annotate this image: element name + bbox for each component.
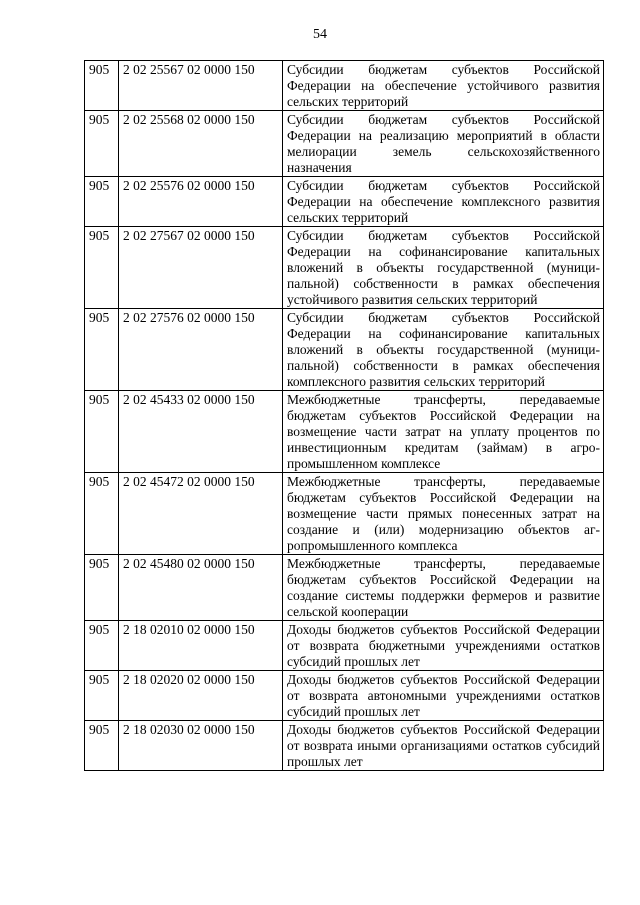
description-cell: Субсидии бюджетам субъектов Российской Федерации на обеспечение комплексного развития сельских территорий [283,177,604,227]
description-cell: Межбюджетные трансферты, передаваемые бюджетам субъектов Российской Федерации на возмещение части прямых понесенных затрат на создание и (или) модернизацию объектов агропромышленного комплекса [283,473,604,555]
budget-code-cell: 2 02 25568 02 0000 150 [119,111,283,177]
admin-code-cell: 905 [85,473,119,555]
budget-code-cell: 2 02 25576 02 0000 150 [119,177,283,227]
budget-code-cell: 2 02 27567 02 0000 150 [119,227,283,309]
budget-codes-table [84,60,604,771]
budget-code-cell: 2 02 45472 02 0000 150 [119,473,283,555]
description-cell: Субсидии бюджетам субъектов Российской Федерации на реализацию мероприятий в области мелиорации земель сельскохозяйственного назначения [283,111,604,177]
table-row [85,671,604,721]
budget-code-cell: 2 18 02010 02 0000 150 [119,621,283,671]
budget-code-cell: 2 18 02020 02 0000 150 [119,671,283,721]
table-row [85,61,604,111]
description-cell: Межбюджетные трансферты, передаваемые бюджетам субъектов Российской Федерации на возмещение части затрат на уплату процентов по инвестиционным кредитам (займам) в агропромышленном комплексе [283,391,604,473]
budget-code-cell: 2 02 45480 02 0000 150 [119,555,283,621]
table-row [85,473,604,555]
description-cell: Субсидии бюджетам субъектов Российской Федерации на обеспечение устойчивого развития сельских территорий [283,61,604,111]
description-cell: Межбюджетные трансферты, передаваемые бюджетам субъектов Российской Федерации на создание системы поддержки фермеров и развитие сельской кооперации [283,555,604,621]
admin-code-cell: 905 [85,227,119,309]
table-row [85,555,604,621]
description-cell: Субсидии бюджетам субъектов Российской Федерации на софинансирование капитальных вложений в объекты государственной (муниципальной) собственности в рамках обеспечения комплексного развития сельских территорий [283,309,604,391]
admin-code-cell: 905 [85,61,119,111]
table-row [85,721,604,771]
table-row [85,309,604,391]
budget-code-cell: 2 18 02030 02 0000 150 [119,721,283,771]
table-row [85,227,604,309]
description-cell: Доходы бюджетов субъектов Российской Федерации от возврата бюджетными учреждениями остатков субсидий прошлых лет [283,621,604,671]
budget-code-cell: 2 02 27576 02 0000 150 [119,309,283,391]
description-cell: Доходы бюджетов субъектов Российской Федерации от возврата иными организациями остатков субсидий прошлых лет [283,721,604,771]
budget-code-cell: 2 02 45433 02 0000 150 [119,391,283,473]
table-row [85,111,604,177]
admin-code-cell: 905 [85,671,119,721]
table-row [85,621,604,671]
admin-code-cell: 905 [85,391,119,473]
admin-code-cell: 905 [85,621,119,671]
admin-code-cell: 905 [85,177,119,227]
table-row [85,391,604,473]
budget-code-cell: 2 02 25567 02 0000 150 [119,61,283,111]
description-cell: Субсидии бюджетам субъектов Российской Федерации на софинансирование капитальных вложений в объекты государственной (муниципальной) собственности в рамках обеспечения устойчивого развития сельских территорий [283,227,604,309]
page-number: 54 [313,27,327,42]
description-cell: Доходы бюджетов субъектов Российской Федерации от возврата автономными учреждениями остатков субсидий прошлых лет [283,671,604,721]
admin-code-cell: 905 [85,721,119,771]
admin-code-cell: 905 [85,309,119,391]
admin-code-cell: 905 [85,555,119,621]
table-row [85,177,604,227]
admin-code-cell: 905 [85,111,119,177]
